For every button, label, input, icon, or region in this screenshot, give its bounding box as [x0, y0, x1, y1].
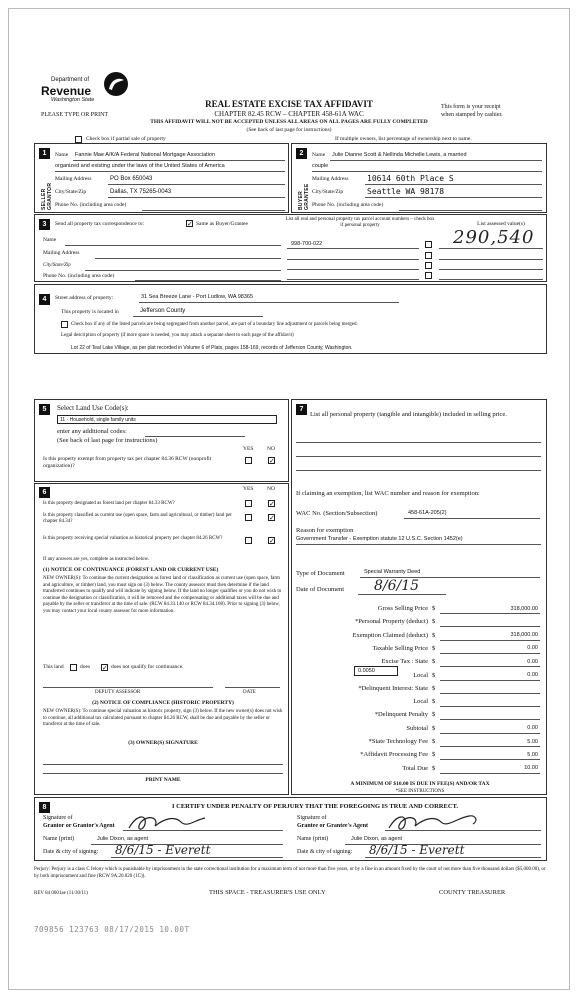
grantee-date-label: Date & city of signing: [297, 849, 353, 855]
does-label: does [80, 664, 91, 670]
section-8-signatures [34, 797, 547, 861]
grantee-name-value[interactable]: Julie Dixon, as agent [351, 836, 403, 842]
street-address-value[interactable]: 31 Sea Breeze Lane - Port Ludlow, WA 98365 [141, 294, 254, 300]
assessed-line-1 [439, 248, 543, 249]
buyer-city-value[interactable]: Seattle WA 98178 [367, 187, 445, 196]
q2-yes-checkbox[interactable] [245, 514, 252, 521]
tax-name-label: Name [43, 237, 57, 243]
section-1-number: 1 [39, 148, 50, 159]
assessed-value[interactable]: 290,540 [453, 227, 535, 248]
sale-row-value[interactable]: 0.00 [527, 725, 538, 732]
q1-forest-land: Is this property designated as forest land per chapter 84.33 RCW? [43, 501, 175, 506]
same-as-buyer-checkbox[interactable]: ✓ [187, 220, 193, 228]
section-2-buyer [291, 143, 547, 213]
buyer-name-line [330, 160, 542, 161]
dor-logo-icon [99, 69, 133, 99]
section-1-seller [34, 143, 289, 213]
reason-line [296, 544, 541, 545]
sale-row-label: *Personal Property (deduct) [355, 618, 428, 626]
parcel-header: List all real and personal property tax parcel account numbers – check box if personal property [285, 217, 435, 228]
wac-value[interactable]: 458-61A-205(2) [408, 510, 447, 516]
parcel-line-3 [287, 269, 419, 270]
form-warning: THIS AFFIDAVIT WILL NOT BE ACCEPTED UNLESS ALL AREAS ON ALL PAGES ARE FULLY COMPLETED [150, 119, 428, 125]
does-not-qualify-checkbox[interactable]: ✓ [102, 664, 108, 672]
seller-name-label: Name [55, 152, 69, 158]
buyer-mailing-label: Mailing Address [312, 176, 349, 182]
treasurer-space: THIS SPACE - TREASURER'S USE ONLY [209, 889, 326, 896]
section-2-number: 2 [296, 148, 307, 159]
section-7-sale [291, 399, 547, 795]
tax-phone-label: Phone No. (including area code) [43, 273, 115, 279]
dept-state: Washington State [51, 97, 95, 103]
reason-value[interactable]: Government Transfer - Exemption statute 12 U.S.C. Section 1452(e) [296, 536, 463, 542]
sale-row-dollar: $ [432, 631, 436, 639]
section-4-property [34, 284, 547, 354]
sale-row-line [440, 719, 540, 720]
located-value[interactable]: Jefferson County [140, 308, 186, 314]
seller-city-label: City/State/Zip [55, 189, 87, 195]
section-5-land-use [34, 399, 289, 482]
notice-continuance-body: NEW OWNER(S): To continue the current designation as forest land or classification as current use (open space, farm and agriculture, or timber) land, you must sign on (3) below. The county assessor must then determine if the land transferred continues to qualify and will indicate by signing below. If the land no longer qualifies or you do not wish to continue the designation or classification, it will be removed and the compensating or additional taxes will be due and payable by the seller or transferor at the time of sale. (RCW 84.33.140 or RCW 84.34.108). Prior to signing (3) below, you may contact your local county assessor for more information. [43, 576, 282, 614]
sale-row-label: *State Technology Fee [368, 738, 428, 745]
grantor-date-label: Date & city of signing: [43, 849, 99, 855]
buyer-mailing-line [365, 184, 542, 185]
sale-row-dollar: $ [432, 618, 436, 626]
sale-row-label: Exemption Claimed (deduct) [352, 631, 428, 639]
sale-row-value[interactable]: 5.00 [527, 738, 538, 745]
print-name-line [43, 773, 283, 774]
buyer-name-value-2[interactable]: couple [312, 163, 329, 169]
reason-label: Reason for exemption [296, 527, 354, 534]
sale-row-dollar: $ [432, 711, 436, 719]
buyer-mailing-value[interactable]: 10614 60th Place S [367, 174, 454, 183]
exempt-question: Is this property exempt from property tax per chapter 84.36 RCW (nonprofit organization)? [43, 456, 212, 469]
sale-row-dollar: $ [432, 671, 436, 679]
personal-property-checkbox-3[interactable] [425, 262, 432, 269]
q3-no-checkbox[interactable]: ✓ [269, 537, 275, 545]
does-not-qualify-label: does not qualify for continuance. [111, 664, 184, 670]
q2-no-checkbox[interactable]: ✓ [269, 514, 275, 522]
assessor-date-line [225, 687, 280, 688]
sale-row-dollar: $ [432, 698, 436, 706]
please-type: PLEASE TYPE OR PRINT [41, 112, 109, 118]
sale-row-dollar: $ [432, 658, 436, 666]
sale-row-label: Excise Tax : State [381, 658, 428, 666]
same-as-buyer-label: Same as Buyer/Grantee [196, 221, 248, 227]
personal-property-label: List all personal property (tangible and intangible) included in selling price. [310, 411, 507, 418]
grantor-date-line [111, 857, 283, 858]
doc-date-line [358, 594, 446, 595]
deputy-assessor-label: DEPUTY ASSESSOR [95, 690, 141, 695]
parcel-line-1 [287, 248, 419, 249]
notice-compliance-body: NEW OWNER(S): To continue special valuation as historic property, sign (3) below. If the new owner(s) does not wish to continue, all additional tax calculated pursuant to chapter 84.26 RCW, shall be due and payable by the seller or transferor at the time of sale. [43, 709, 283, 727]
claiming-exemption-label: If claiming an exemption, list WAC number and reason for exemption: [296, 490, 480, 497]
sale-row-dollar: $ [432, 684, 436, 692]
grantee-date-line [365, 857, 541, 858]
s6-no-header: NO [267, 486, 275, 492]
buyer-grantee-label: BUYER GRANTEE [298, 183, 310, 210]
section-3-number: 3 [39, 219, 50, 230]
grantee-sig-line [385, 830, 541, 831]
sale-row-line [440, 640, 540, 641]
assessed-line-4 [439, 279, 543, 280]
multiple-owners-label: If multiple owners, list percentage of ownership next to name. [335, 136, 472, 142]
buyer-phone-line [399, 210, 542, 211]
exempt-yes-checkbox[interactable] [245, 457, 252, 464]
form-title: REAL ESTATE EXCISE TAX AFFIDAVIT [205, 99, 373, 109]
grantor-date-city[interactable]: 8/6/15 - Everett [115, 843, 211, 857]
grantee-sig-label-1: Signature of [297, 815, 327, 821]
form-see-back: (See back of last page for instructions) [246, 127, 332, 133]
located-label: This property is located in [61, 309, 119, 315]
sale-row-line [440, 733, 540, 734]
q1-no-checkbox[interactable]: ✓ [269, 500, 275, 508]
minimum-due: A MINIMUM OF $10.00 IS DUE IN FEE(S) AND/OR TAX [350, 781, 490, 787]
this-land-label: This land [43, 664, 64, 670]
grantor-sig-line [123, 830, 283, 831]
tax-city-label: City/State/Zip [43, 263, 71, 268]
personal-property-line-2 [296, 456, 541, 457]
located-line [133, 316, 263, 317]
seller-mailing-line [108, 184, 285, 185]
assessed-header: List assessed value(s) [477, 221, 525, 227]
sale-row-line [440, 693, 540, 694]
q3-yes-checkbox[interactable] [245, 537, 252, 544]
sale-row-dollar: $ [432, 644, 436, 652]
sale-row-line [440, 613, 540, 614]
sale-row-label: Local [413, 698, 428, 706]
sale-row-label: Subtotal [406, 724, 428, 732]
s5-yes-header: YES [243, 446, 254, 452]
personal-property-checkbox-4[interactable] [425, 272, 432, 279]
seller-grantor-label: SELLER GRANTOR [41, 182, 53, 210]
send-to-label: Send all property tax correspondence to: [55, 221, 145, 227]
certify-statement: I CERTIFY UNDER PENALTY OF PERJURY THAT THE FOREGOING IS TRUE AND CORRECT. [171, 803, 458, 810]
grantor-sig-label-1: Signature of [43, 815, 73, 821]
sale-row-label: Total Due [402, 764, 428, 772]
parcel-value[interactable]: 998-700-022 [291, 241, 323, 247]
dor-logo [41, 65, 131, 105]
q3-historical: Is this property receiving special valuation as historical property per chapter 84.26 RCW? [43, 536, 223, 541]
seller-name-line-2 [55, 171, 285, 172]
section-5-number: 5 [39, 404, 50, 415]
seller-phone-line [142, 210, 285, 211]
buyer-city-line [365, 197, 542, 198]
does-qualify-checkbox[interactable] [70, 664, 77, 671]
sale-row-dollar: $ [432, 764, 436, 772]
land-use-select[interactable]: 11 - Household, single family units [57, 415, 277, 424]
s6-yes-header: YES [243, 486, 254, 492]
notice-continuance-title: (1) NOTICE OF CONTINUANCE (FOREST LAND OR CURRENT USE) [43, 567, 219, 573]
assessed-line-2 [439, 259, 543, 260]
seller-name-line [73, 160, 285, 161]
additional-codes-line [145, 436, 245, 437]
sale-row-line [440, 680, 540, 681]
doc-date-value[interactable]: 8/6/15 [374, 578, 420, 594]
q1-yes-checkbox[interactable] [245, 500, 252, 507]
tax-phone-line [135, 280, 281, 281]
section-8-number: 8 [39, 802, 50, 813]
partial-sale-label: Check box if partial sale of property [86, 136, 166, 142]
if-yes-note: If any answers are yes, complete as instructed below. [43, 557, 150, 562]
sale-row-line [440, 626, 540, 627]
seller-mailing-label: Mailing Address [55, 176, 92, 182]
assessor-date-label: DATE [243, 690, 256, 695]
sale-row-value[interactable]: 318,000.00 [510, 632, 538, 639]
see-instructions: *SEE INSTRUCTIONS [395, 789, 445, 794]
sale-row-value[interactable]: 5.00 [527, 751, 538, 758]
perjury-notice: Perjury: Perjury is a class C felony which is punishable by imprisonment in the state correctional institution for a maximum term of not more than five years, or by a fine in an amount fixed by the court of not more than five thousand dollars ($5,000.00), or by both imprisonment and fine (RCW 9A.20.020 (1C)). [34, 867, 546, 879]
print-name-label: PRINT NAME [145, 777, 181, 783]
section-6-number: 6 [39, 487, 50, 498]
grantee-sig-label-2: Grantee or Grantee's Agent [297, 823, 369, 829]
personal-property-line-1 [296, 442, 541, 443]
receipt-note-1: This form is your receipt [441, 104, 501, 110]
land-use-see-back: (See back of last page for instructions) [57, 437, 158, 444]
street-address-label: Street address of property: [55, 295, 114, 301]
sale-row-line [440, 666, 540, 667]
s5-no-header: NO [267, 446, 275, 452]
seller-name-value[interactable]: Fannie Mae A/K/A Federal National Mortgage Association [75, 152, 216, 158]
partial-sale-checkbox[interactable] [75, 136, 82, 143]
sale-row-line [440, 746, 540, 747]
sale-row-label: *Delinquent Interest: State [358, 684, 428, 692]
sale-row-line [440, 773, 540, 774]
personal-property-line-3 [296, 470, 541, 471]
buyer-phone-label: Phone No. (including area code) [312, 202, 384, 208]
owner-signature-label: (3) OWNER(S) SIGNATURE [128, 740, 198, 746]
personal-property-checkbox-2[interactable] [425, 252, 432, 259]
q2-current-use: Is this property classified as current use (open space, farm and agricultural, or timber) land per chapter 84.34? [43, 513, 232, 524]
cashier-stamp: 709856 123763 08/17/2015 10.00T [34, 925, 190, 934]
seller-city-line [108, 197, 285, 198]
sale-row-value[interactable]: 10.00 [524, 765, 538, 772]
sale-row-label: Local [413, 671, 428, 679]
owner-signature-line [43, 764, 283, 765]
revision-code: REV 84 0001ae (11/30/11) [34, 891, 88, 896]
seller-name-value-2[interactable]: organized and existing under the laws of the United States of America [55, 163, 225, 169]
section-7-number: 7 [296, 404, 307, 415]
notice-compliance-title: (2) NOTICE OF COMPLIANCE (HISTORIC PROPERTY) [92, 700, 234, 706]
section-4-number: 4 [39, 294, 50, 305]
seller-city-value[interactable]: Dallas, TX 75265-0043 [110, 189, 172, 195]
tax-city-line [85, 270, 281, 271]
legal-desc-label: Legal description of property (if more space is needed, you may attach a separate sheet to each page of the affidavit) [61, 333, 294, 338]
local-rate-box[interactable]: 0.0050 [354, 666, 398, 676]
grantee-date-city[interactable]: 8/6/15 - Everett [369, 843, 465, 857]
deputy-assessor-line [43, 687, 213, 688]
assessed-line-3 [439, 269, 543, 270]
personal-property-checkbox-1[interactable] [425, 241, 432, 248]
segregated-checkbox[interactable] [61, 321, 68, 328]
buyer-name-value[interactable]: Julie Dianne Scott & Nellinda Michelle Lewis, a married [332, 152, 467, 158]
seller-mailing-value[interactable]: PO Box 650043 [110, 176, 153, 182]
tax-mailing-label: Mailing Address [43, 250, 80, 256]
legal-desc-value[interactable]: Lot 22 of Teal Lake Village, as per plat recorded in Volume 6 of Plats, pages 158-169, records of Jefferson County, Washington. [71, 345, 353, 351]
grantor-sig-label-2: Grantor or Grantor's Agent [43, 823, 115, 829]
form-chapter: CHAPTER 82.45 RCW – CHAPTER 458-61A WAC [214, 110, 364, 118]
land-use-label: Select Land Use Code(s): [57, 404, 129, 412]
segregated-label: Check box if any of the listed parcels are being segregated from another parcel, are part of a boundary line adjustment or parcels being merged. [71, 322, 358, 327]
sale-row-label: *Affidavit Processing Fee [360, 751, 428, 759]
sale-row-label: Gross Selling Price [377, 605, 428, 612]
grantor-name-value[interactable]: Julie Dixon, as agent [97, 836, 149, 842]
sale-row-line [440, 653, 540, 654]
grantor-name-label: Name (print) [43, 836, 75, 842]
street-address-line [139, 302, 399, 303]
doc-type-label: Type of Document [296, 570, 345, 577]
tax-mailing-line [95, 258, 281, 259]
affidavit-page [8, 8, 570, 990]
doc-type-value[interactable]: Special Warranty Deed [364, 569, 421, 575]
tax-name-line [65, 245, 281, 246]
buyer-city-label: City/State/Zip [312, 189, 344, 195]
seller-phone-label: Phone No. (including area code) [55, 202, 127, 208]
sale-row-value[interactable]: 318,000.00 [510, 605, 538, 612]
sale-row-value[interactable]: 0.00 [527, 658, 538, 665]
sale-row-label: Taxable Selling Price [372, 644, 428, 652]
sale-row-dollar: $ [432, 751, 436, 759]
dept-of: Department of [51, 77, 90, 83]
sale-row-dollar: $ [432, 724, 436, 732]
exempt-no-checkbox[interactable]: ✓ [269, 457, 275, 465]
sale-row-value[interactable]: 0.00 [527, 645, 538, 652]
dept-revenue: Revenue [41, 84, 92, 98]
sale-row-line [440, 759, 540, 760]
buyer-name-label: Name [312, 152, 326, 158]
wac-line [404, 518, 540, 519]
sale-row-label: *Delinquent Penalty [374, 711, 428, 719]
section-6-designation [34, 483, 289, 795]
parcel-line-4 [287, 279, 419, 280]
parcel-line-2 [287, 259, 419, 260]
county-treasurer: COUNTY TREASURER [439, 889, 506, 896]
wac-label: WAC No. (Section/Subsection) [296, 510, 378, 517]
sale-row-dollar: $ [432, 605, 436, 612]
sale-row-value[interactable]: 0.00 [527, 672, 538, 678]
additional-codes-label: enter any additional codes: [57, 428, 127, 435]
buyer-name-line-2 [312, 171, 542, 172]
section-3-tax-correspondence [34, 214, 547, 282]
doc-date-label: Date of Document [296, 586, 345, 593]
sale-row-dollar: $ [432, 738, 436, 745]
grantee-name-label: Name (print) [297, 836, 329, 842]
sale-row-line [440, 706, 540, 707]
receipt-note-2: when stamped by cashier. [441, 112, 503, 118]
